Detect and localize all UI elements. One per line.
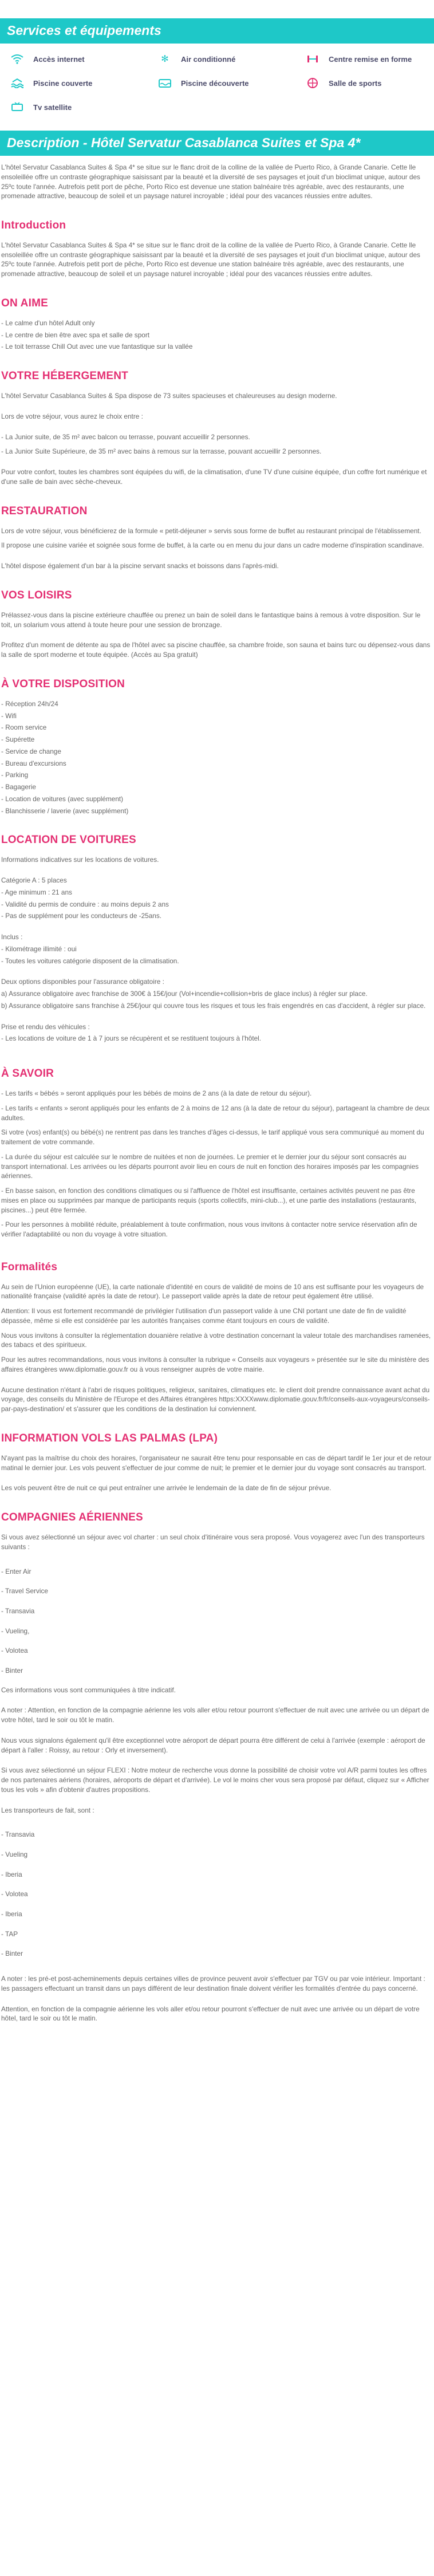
list-item: - Blanchisserie / laverie (avec supplément) xyxy=(1,806,129,815)
list-item: - Transavia xyxy=(1,1830,35,1839)
savoir-paragraph: - Pour les personnes à mobilité réduite, préalablement à toute confirmation, nous vous invitons à contacter notre service réservation afin de vérifier l'adaptabilité ou non du voyage à votre situation. xyxy=(1,1220,417,1238)
list-item: - Age minimum : 21 ans xyxy=(1,888,72,896)
compagnies-paragraph: Si vous avez sélectionné un séjour avec vol charter : un seul choix d'itinéraire vous sera proposé. Vous voyagerez avec l'un des transporteurs suivants : xyxy=(1,1533,425,1551)
list-item: - Travel Service xyxy=(1,1587,48,1596)
formalites-paragraph: Nous vous invitons à consulter la réglementation douanière relative à votre destination concernant la valeur totale des marchandises ramenées, des tabacs et des spiritueux. xyxy=(1,1331,431,1349)
restauration-paragraph: Lors de votre séjour, vous bénéficierez de la formule « petit-déjeuner » servis sous forme de buffet au restaurant principal de l'établissement. xyxy=(1,526,421,535)
compagnies-paragraph: Ces informations vous sont communiquées à titre indicatif. xyxy=(1,1685,176,1694)
loisirs-heading: VOS LOISIRS xyxy=(1,589,72,601)
list-item: - Le centre de bien être avec spa et salle de sport xyxy=(1,330,150,339)
hebergement-heading: VOTRE HÉBERGEMENT xyxy=(1,370,128,383)
description-title: Description - Hôtel Servatur Casablanca Suites et Spa 4* xyxy=(0,131,434,156)
service-item-air-conditioning xyxy=(153,53,301,65)
services-grid xyxy=(0,44,434,117)
list-item: - Volotea xyxy=(1,1647,28,1655)
compagnies-paragraph: Les transporteurs de fait, sont : xyxy=(1,1806,94,1814)
savoir-paragraph: - Les tarifs « enfants » seront appliqués pour les enfants de 2 à moins de 12 ans (à la date de retour du séjour), partageant la chambre de deux adultes. xyxy=(1,1104,430,1122)
formalites-paragraph: Au sein de l'Union européenne (UE), la carte nationale d'identité en cours de validité de moins de 10 ans est suffisante pour les voyageurs de nationalité française (validité après la date de retour). Le passeport valide après la date de retour peut également être utilisé. xyxy=(1,1282,424,1301)
sports-hall-icon xyxy=(301,77,324,89)
dumbbell-icon xyxy=(301,53,324,65)
outdoor-pool-icon xyxy=(153,77,176,89)
compagnies-paragraph: Si vous avez sélectionné un séjour FLEXI : Notre moteur de recherche vous donne la possibilité de choisir votre vol A/R parmi toutes les offres de nos partenaires aériens (horaires, aéroports de départ et d'arrivée). Le vol le moins cher vous sera proposé par défaut, cliquez sur « Afficher tous les vols » afin d'obtenir d'autres propositions. xyxy=(1,1766,429,1794)
list-item: - Supérette xyxy=(1,735,35,744)
list-item: - Le calme d'un hôtel Adult only xyxy=(1,318,95,327)
hebergement-paragraph: Lors de votre séjour, vous aurez le choix entre : xyxy=(1,412,143,420)
list-item: - Binter xyxy=(1,1949,23,1958)
formalites-paragraph: Pour les autres recommandations, nous vous invitons à consulter la rubrique « Conseils aux voyageurs » présentée sur le site du ministère des affaires étrangères www.diplomatie.gouv.fr ou à vous renseigner auprès de votre mairie. xyxy=(1,1356,429,1373)
hebergement-paragraph: - La Junior Suite Supérieure, de 35 m² avec bains à remous sur la terrasse, pouvant accueillir 2 personnes. xyxy=(1,447,322,456)
service-label: Tv satellite xyxy=(33,103,72,112)
on-aime-heading: ON AIME xyxy=(1,297,48,309)
list-item: - Enter Air xyxy=(1,1567,31,1575)
list-item: Deux options disponibles pour l'assurance obligatoire : xyxy=(1,978,164,986)
list-item: Prise et rendu des véhicules : xyxy=(1,1022,90,1031)
hebergement-paragraph: - La Junior suite, de 35 m² avec balcon ou terrasse, pouvant accueillir 2 personnes. xyxy=(1,432,250,441)
service-label: Centre remise en forme xyxy=(329,54,412,64)
compagnies-paragraph: Nous vous signalons également qu'il être exceptionnel votre aéroport de départ pourra être différent de celui à l'arrivée (exemple : aéroport de départ à l'aller : Roissy, au retour : Orly et inversement). xyxy=(1,1736,425,1754)
location-category-list xyxy=(1,876,432,921)
restauration-paragraph: L'hôtel dispose également d'un bar à la piscine servant snacks et boissons dans l'après-midi. xyxy=(1,562,279,570)
carrier-list-flexi xyxy=(1,1826,432,1963)
list-item: - Room service xyxy=(1,723,47,732)
list-item: - Toutes les voitures catégorie disposent de la climatisation. xyxy=(1,956,179,965)
location-insurance-list xyxy=(1,977,432,1010)
service-label: Accès internet xyxy=(33,54,85,64)
savoir-paragraph: - La durée du séjour est calculée sur le nombre de nuitées et non de journées. Le premier et le dernier jour du séjour sont consacrés au transport international. Les arrivées ou les départs pourront avoir lieu en cours de nuit en fonction des horaires imposés par les compagnies aériennes. xyxy=(1,1152,419,1180)
compagnies-paragraph: A noter : les pré-et post-acheminements depuis certaines villes de province peuvent avoir s'effectuer par TGV ou par voie intérieur. Important : les passagers effectuant un transit dans un pays différent de leur destination finale doivent vérifier les formalités d'entrée du pays concerné. xyxy=(1,1975,425,1992)
list-item: - Validité du permis de conduire : au moins depuis 2 ans xyxy=(1,900,169,908)
list-item: - Vueling xyxy=(1,1850,28,1859)
snowflake-icon: ✻ xyxy=(161,54,169,64)
loisirs-paragraph: Prélassez-vous dans la piscine extérieure chauffée ou prenez un bain de soleil dans le fantastique bains à remous à votre disposition. Sur le toit, un solarium vous attend à toute heure pour une session de bronzage. xyxy=(1,610,421,629)
formalites-paragraph: Attention: Il vous est fortement recommandé de privilégier l'utilisation d'un passeport valide à une CNI portant une date de fin de validité dépassée, même si elle est considérée par les autorités françaises comme étant toujours en cours de validité. xyxy=(1,1307,407,1325)
service-item-indoor-pool xyxy=(6,77,153,89)
list-item: - Vueling, xyxy=(1,1626,30,1635)
compagnies-heading: COMPAGNIES AÉRIENNES xyxy=(1,1511,143,1524)
service-label: Air conditionné xyxy=(181,54,236,64)
service-item-internet xyxy=(6,53,153,65)
satellite-tv-icon xyxy=(6,101,29,113)
list-item: - Wifi xyxy=(1,711,17,720)
indoor-pool-icon xyxy=(6,77,29,89)
content xyxy=(0,156,434,2023)
hebergement-paragraph: L'hôtel Servatur Casablanca Suites & Spa dispose de 73 suites spacieuses et chaleureuses au design moderne. xyxy=(1,392,337,400)
wifi-icon xyxy=(6,53,29,65)
list-item: - Volotea xyxy=(1,1890,28,1898)
compagnies-paragraph: A noter : Attention, en fonction de la compagnie aérienne les vols aller et/ou retour pourront s'effectuer de nuit avec une arrivée ou un départ de votre hôtel, tard le soir ou tôt le matin. xyxy=(1,1706,429,1724)
savoir-paragraph: Si votre (vos) enfant(s) ou bébé(s) ne rentrent pas dans les tranches d'âges ci-dessus, le tarif appliqué vous sera communiqué au moment du traitement de votre commande. xyxy=(1,1128,424,1146)
formalites-heading: Formalités xyxy=(1,1261,58,1273)
list-item: - Parking xyxy=(1,771,29,779)
list-item: a) Assurance obligatoire avec franchise de 300€ à 15€/jour (Vol+incendie+collision+bris de glace inclus) à régler sur place. xyxy=(1,990,368,998)
list-item: - Kilométrage illimité : oui xyxy=(1,944,77,953)
location-pickup-list xyxy=(1,1022,432,1044)
restauration-paragraph: Il propose une cuisine variée et soignée sous forme de buffet, à la carte ou en menu du jour dans un cadre moderne d'inspiration scandinave. xyxy=(1,541,424,550)
list-item: - Iberia xyxy=(1,1870,22,1878)
list-item: - Pas de supplément pour les conducteurs de -25ans. xyxy=(1,912,162,920)
list-item: b) Assurance obligatoire sans franchise à 25€/jour qui couvre tous les risques et tous les frais engendrés en cas d'accident, à régler sur place. xyxy=(1,1001,426,1010)
savoir-paragraph: - Les tarifs « bébés » seront appliqués pour les bébés de moins de 2 ans (à la date de retour du séjour). xyxy=(1,1089,312,1097)
service-item-fitness xyxy=(301,53,434,65)
introduction-paragraph: L'hôtel Servatur Casablanca Suites & Spa 4* se situe sur le flanc droit de la colline de la vallée de Puerto Rico, à Grande Canarie. Cette lle ensoleillée offre un contraste géographique saisissant par la beauté et la diversité de ses paysages et jouit d'un bioclimat unique, autour des 25ºc toute l'année. Autrefois petit port de pêche, Porto Rico est devenue une station balnéaire très agréable, avec des restaurants, une promenade attractive, beaucoup de soleil et un paysage naturel incroyable ; idéal pour des vacances réussies entre adultes. xyxy=(1,241,420,278)
location-included-list xyxy=(1,932,432,966)
list-item: - Le toit terrasse Chill Out avec une vue fantastique sur la vallée xyxy=(1,342,193,351)
vols-paragraph: N'ayant pas la maîtrise du choix des horaires, l'organisateur ne saurait être tenu pour responsable en cas de départ tardif le 1er jour et de retour matinal le dernier jour. Les vols peuvent s'effectuer de jour comme de nuit; le premier et le dernier jour du voyage sont consacrés au transport. xyxy=(1,1454,432,1472)
list-item: - Location de voitures (avec supplément) xyxy=(1,794,124,803)
list-item: - Service de change xyxy=(1,747,61,755)
list-item: - Transavia xyxy=(1,1607,35,1615)
vols-heading: INFORMATION VOLS LAS PALMAS (LPA) xyxy=(1,1432,218,1444)
hotel-page xyxy=(0,18,434,2040)
disposition-heading: À VOTRE DISPOSITION xyxy=(1,678,125,690)
list-item: - Réception 24h/24 xyxy=(1,699,58,708)
list-item: Catégorie A : 5 places xyxy=(1,876,67,885)
loisirs-paragraph: Profitez d'un moment de détente au spa de l'hôtel avec sa piscine chauffée, sa chambre froide, son sauna et bains turc ou dépensez-vous dans la salle de sport moderne et toute équipée. (Accès au Spa gratuit) xyxy=(1,641,431,659)
formalites-paragraph: Aucune destination n'étant à l'abri de risques politiques, religieux, sanitaires, climatiques etc. le client doit prendre connaissance avant achat du voyage, des conseils du Ministère de l'Europe et des Affaires étrangères https:XXXXwww.diplomatie.gouv.fr/fr/conseils-aux-voyageurs/conseils-par-pays-destination/ et s'assurer que les conditions de la destination lui conviennent. xyxy=(1,1385,430,1413)
list-item: Inclus : xyxy=(1,933,23,942)
list-item: - TAP xyxy=(1,1929,18,1938)
service-item-outdoor-pool xyxy=(153,77,301,89)
service-label: Salle de sports xyxy=(329,78,382,88)
vols-paragraph: Les vols peuvent être de nuit ce qui peut entraîner une arrivée le lendemain de la date de fin de séjour prévue. xyxy=(1,1484,332,1492)
on-aime-list xyxy=(1,318,432,352)
description-paragraph: L'hôtel Servatur Casablanca Suites & Spa 4* se situe sur le flanc droit de la colline de la vallée de Puerto Rico, à Grande Canarie. Cette lle ensoleillée offre un contraste géographique saisissant par la beauté et la diversité de ses paysages et jouit d'un bioclimat unique, autour des 25ºc toute l'année. Autrefois petit port de pêche, Porto Rico est devenue une station balnéaire très agréable, avec des restaurants, une promenade attractive, beaucoup de soleil et un paysage naturel incroyable ; idéal pour des vacances réussies entre adultes. xyxy=(1,163,420,200)
restauration-heading: RESTAURATION xyxy=(1,505,88,517)
list-item: - Binter xyxy=(1,1667,23,1675)
compagnies-paragraph: Attention, en fonction de la compagnie aérienne les vols aller et/ou retour pourront s'effectuer de nuit avec une arrivée ou un départ de votre hôtel, tard le soir ou tôt le matin. xyxy=(1,2004,420,2023)
location-heading: LOCATION DE VOITURES xyxy=(1,834,136,846)
savoir-heading: À SAVOIR xyxy=(1,1068,54,1080)
disposition-list xyxy=(1,699,432,816)
savoir-paragraph: - En basse saison, en fonction des conditions climatiques ou si l'affluence de l'hôtel est insuffisante, certaines activités peuvent ne pas être mises en place ou supprimées par manque de participants requis (sports collectifs, mini-club...), et une partie des installations (restaurants, piscines...) peut être fermée. xyxy=(1,1187,417,1214)
location-paragraph: Informations indicatives sur les locations de voitures. xyxy=(1,856,159,864)
hebergement-paragraph: Pour votre confort, toutes les chambres sont équipées du wifi, de la climatisation, d'une TV d'une cuisine équipée, d'un coffre fort numérique et d'une salle de bain avec sèche-cheveux. xyxy=(1,468,427,486)
carrier-list-charter xyxy=(1,1563,432,1680)
list-item: - Bagagerie xyxy=(1,783,36,791)
list-item: - Bureau d'excursions xyxy=(1,759,66,767)
service-item-sports-hall xyxy=(301,77,434,89)
introduction-heading: Introduction xyxy=(1,219,66,231)
service-label: Piscine couverte xyxy=(33,78,93,88)
service-item-satellite-tv xyxy=(6,101,153,113)
list-item: - Iberia xyxy=(1,1910,22,1919)
list-item: - Les locations de voiture de 1 à 7 jours se récupèrent et se restituent toujours à l'hôtel. xyxy=(1,1034,262,1043)
service-label: Piscine découverte xyxy=(181,78,249,88)
services-title: Services et équipements xyxy=(0,18,434,44)
